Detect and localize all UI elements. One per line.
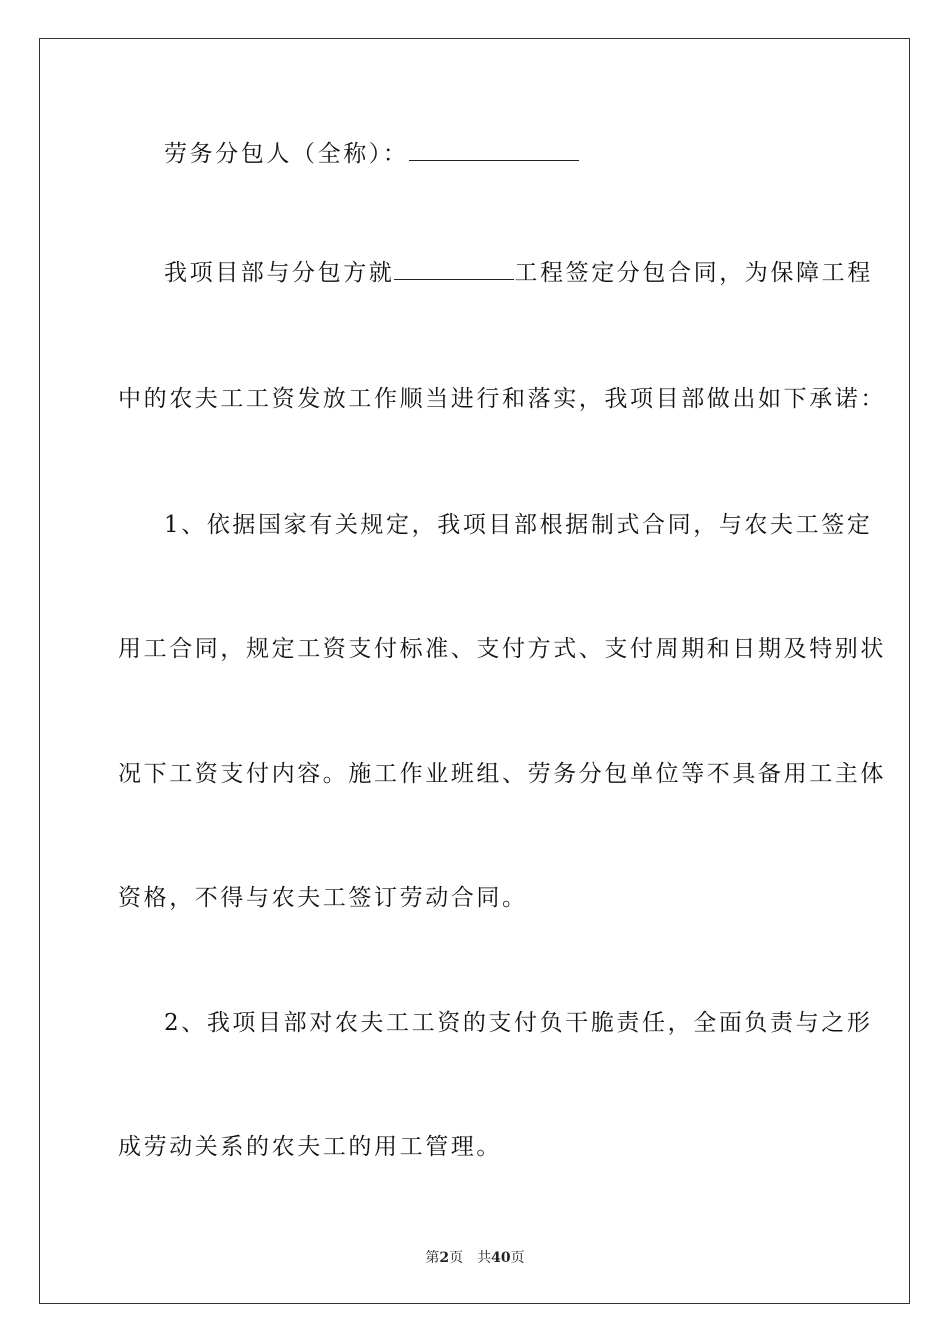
- total-suffix: 页: [510, 1250, 525, 1266]
- intro-text-after: 工程签定分包合同，为保障工程: [514, 260, 873, 286]
- page-suffix: 页: [449, 1250, 464, 1266]
- clause-1-line-1: 1、依据国家有关规定，我项目部根据制式合同，与农夫工签定: [164, 512, 873, 538]
- paragraph-intro-line-1: [164, 257, 873, 288]
- subcontractor-name-line: [164, 138, 579, 169]
- subcontractor-name-blank: [409, 138, 579, 161]
- page-footer: [0, 1247, 950, 1267]
- page-border: [39, 38, 910, 1304]
- clause-1-line-4: 资格，不得与农夫工签订劳动合同。: [118, 885, 528, 911]
- project-name-blank: [394, 257, 514, 280]
- total-prefix: 共: [477, 1250, 492, 1266]
- paragraph-intro-line-2: 中的农夫工工资发放工作顺当进行和落实，我项目部做出如下承诺：: [118, 386, 886, 412]
- page-prefix: 第: [425, 1250, 440, 1266]
- clause-2-line-2: 成劳动关系的农夫工的用工管理。: [118, 1134, 502, 1160]
- subcontractor-label: 劳务分包人（全称）：: [164, 141, 409, 167]
- total-pages: 40: [491, 1250, 511, 1266]
- intro-text-before: 我项目部与分包方就: [164, 260, 395, 286]
- clause-2-line-1: 2、我项目部对农夫工工资的支付负干脆责任，全面负责与之形: [164, 1010, 873, 1036]
- clause-1-line-3: 况下工资支付内容。施工作业班组、劳务分包单位等不具备用工主体: [118, 761, 886, 787]
- page-number: 2: [439, 1250, 450, 1266]
- clause-1-line-2: 用工合同，规定工资支付标准、支付方式、支付周期和日期及特别状: [118, 636, 886, 662]
